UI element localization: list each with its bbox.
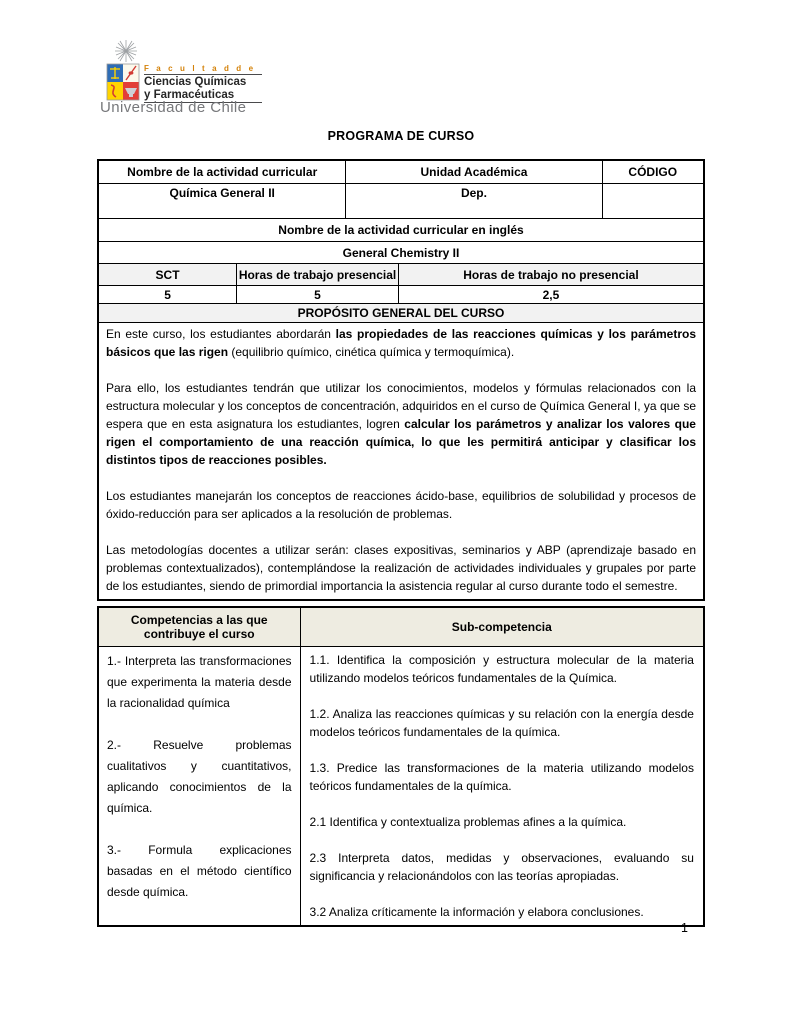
subcompetencia-item-4: 2.1 Identifica y contextualiza problemas afines a la química. bbox=[309, 815, 627, 829]
subcompetencia-item-5: 2.3 Interpreta datos, medidas y observaciones, evaluando su significancia y relacionándolos con las teorías apropiadas. bbox=[309, 851, 694, 883]
header-sub-competencia: Sub-competencia bbox=[300, 608, 703, 646]
subcompetencias-cell bbox=[300, 647, 703, 925]
paragraph-text: (equilibrio químico, cinética química y termoquímica). bbox=[231, 345, 515, 359]
course-info-table bbox=[97, 159, 705, 601]
header-sct: SCT bbox=[155, 267, 180, 282]
value-department: Dep. bbox=[345, 184, 601, 218]
page-number: 1 bbox=[681, 921, 688, 935]
table-row bbox=[99, 241, 703, 263]
header-unidad-academica: Unidad Académica bbox=[345, 161, 601, 183]
competencia-item-3: 3.- Formula explicaciones basadas en el método científico desde química. bbox=[107, 843, 292, 899]
paragraph-text: Para ello, los estudiantes tendrán que utilizar los conocimientos, modelos y fórmulas relacionados con la estructura molecular y los conceptos de concentración, adquiridos en el curso de Química General I, ya que se espera que en esta asignatura los estudiantes, logren bbox=[106, 381, 696, 431]
value-horas-no-presencial: 2,5 bbox=[398, 286, 703, 303]
header-nombre-actividad: Nombre de la actividad curricular bbox=[127, 165, 318, 179]
table-body-row bbox=[99, 646, 703, 925]
header-horas-no-presencial: Horas de trabajo no presencial bbox=[398, 264, 703, 285]
table-row bbox=[99, 161, 703, 183]
document-title: PROGRAMA DE CURSO bbox=[327, 129, 475, 143]
header-competencias: Competencias a las que contribuye el curso bbox=[130, 613, 268, 641]
paragraph-text: En este curso, los estudiantes abordarán bbox=[106, 327, 336, 341]
table-row bbox=[99, 263, 703, 285]
proposito-paragraph-2 bbox=[106, 379, 696, 469]
value-horas-presencial: 5 bbox=[236, 286, 398, 303]
faculty-name-line2: y Farmacéuticas bbox=[144, 89, 262, 104]
value-english-name: General Chemistry II bbox=[342, 245, 460, 260]
value-code-empty bbox=[602, 184, 703, 218]
header-codigo: CÓDIGO bbox=[602, 161, 703, 183]
competencia-item-1: 1.- Interpreta las transformaciones que experimenta la materia desde la racionalidad química bbox=[107, 654, 292, 710]
header-proposito-general: PROPÓSITO GENERAL DEL CURSO bbox=[297, 306, 505, 320]
value-sct: 5 bbox=[164, 287, 171, 302]
faculty-name-block bbox=[144, 64, 262, 103]
competencia-item-2: 2.- Resuelve problemas cualitativos y cuantitativos, aplicando conocimientos de la química. bbox=[107, 738, 292, 815]
faculty-name-line1: Ciencias Químicas bbox=[144, 76, 247, 88]
subcompetencia-item-2: 1.2. Analiza las reacciones químicas y su relación con la energía desde modelos teóricos fundamentales de la química. bbox=[309, 707, 694, 739]
header-horas-presencial: Horas de trabajo presencial bbox=[236, 264, 398, 285]
subcompetencia-item-1: 1.1. Identifica la composición y estructura molecular de la materia utilizando modelos teóricos fundamentales de la Química. bbox=[309, 653, 694, 685]
subcompetencia-item-6: 3.2 Analiza críticamente la información y elabora conclusiones. bbox=[309, 905, 644, 919]
university-name-text: Universidad de Chile bbox=[100, 99, 247, 116]
competencias-cell bbox=[99, 647, 300, 925]
competencias-table bbox=[97, 606, 705, 927]
table-header-row bbox=[99, 608, 703, 646]
value-course-name: Química General II bbox=[169, 186, 275, 200]
faculty-prefix-text: F a c u l t a d d e bbox=[144, 64, 262, 75]
document-content bbox=[97, 159, 705, 927]
table-row bbox=[99, 285, 703, 303]
header-english-name: Nombre de la actividad curricular en inglés bbox=[278, 223, 524, 237]
proposito-text-cell bbox=[99, 323, 703, 599]
starburst-icon bbox=[115, 40, 137, 62]
table-row bbox=[99, 322, 703, 599]
paragraph-bold-text: calcular los parámetros y analizar los valores que rigen el comportamiento de una reacción química, lo que les permitirá anticipar y clasificar los distintos tipos de reacciones posibles. bbox=[106, 417, 696, 467]
university-shield-icon bbox=[98, 40, 142, 104]
subcompetencia-item-3: 1.3. Predice las transformaciones de la materia utilizando modelos teóricos fundamentales de la química. bbox=[309, 761, 694, 793]
proposito-paragraph-1 bbox=[106, 325, 696, 361]
table-row bbox=[99, 183, 703, 218]
proposito-paragraph-4: Las metodologías docentes a utilizar serán: clases expositivas, seminarios y ABP (aprendizaje basado en problemas contextualizados), contemplándose la realización de actividades individuales y grupales por parte de los estudiantes, siendo de primordial importancia la asistencia regular al curso durante todo el semestre. bbox=[106, 543, 696, 593]
table-row bbox=[99, 218, 703, 241]
university-logo bbox=[98, 40, 268, 116]
table-row bbox=[99, 303, 703, 322]
proposito-paragraph-3: Los estudiantes manejarán los conceptos de reacciones ácido-base, equilibrios de solubilidad y procesos de óxido-reducción para ser aplicados a la resolución de problemas. bbox=[106, 489, 696, 521]
paragraph-bold-text: las propiedades de las reacciones químicas y los parámetros básicos que las rigen bbox=[106, 327, 696, 359]
